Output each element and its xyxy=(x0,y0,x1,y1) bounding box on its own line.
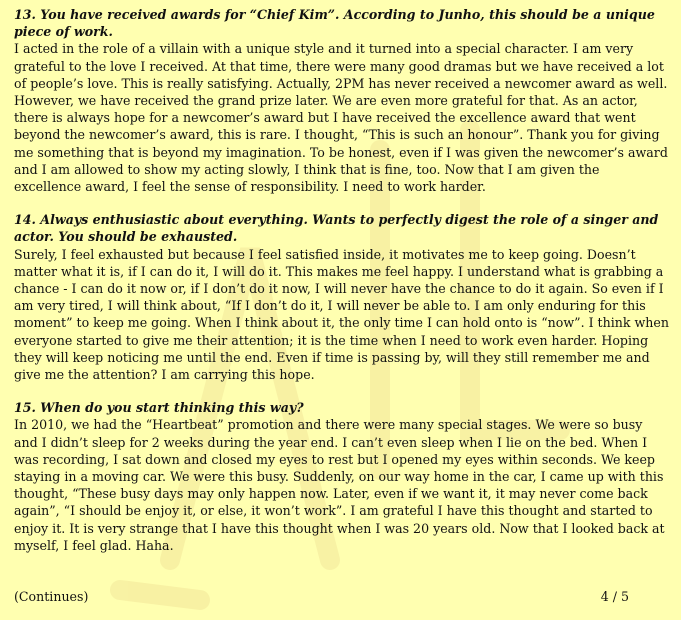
qa-section-15 xyxy=(14,399,669,554)
question-14: 14. Always enthusiastic about everything. Wants to perfectly digest the role of a singer and actor. You should be exhausted. xyxy=(14,212,659,245)
qa-section-14 xyxy=(14,211,669,383)
page-footer xyxy=(14,588,629,605)
qa-section-13 xyxy=(14,6,669,195)
answer-14: Surely, I feel exhausted but because I feel satisfied inside, it motivates me to keep going. Doesn’t matter what it is, if I can do it, I will do it. This makes me feel happy. I understand what is grabbing a chance - I can do it now or, if I don’t do it now, I will never have the chance to do it again. So even if I am very tired, I will think about, “If I don’t do it, I will never be able to. I am only enduring for this moment” to keep me going. When I think about it, the only time I can hold onto is “now”. I think when everyone started to give me their attention; it is the time when I need to work even harder. Hoping they will keep noticing me until the end. Even if time is passing by, will they still remember me and give me the attention? I am carrying this hope. xyxy=(14,246,669,383)
page-number: 4 / 5 xyxy=(600,589,629,604)
answer-15: In 2010, we had the “Heartbeat” promotion and there were many special stages. We were so busy and I didn’t sleep for 2 weeks during the year end. I can’t even sleep when I lie on the bed. When I was recording, I sat down and closed my eyes to rest but I opened my eyes within seconds. We keep staying in a moving car. We were this busy. Suddenly, on our way home in the car, I came up with this thought, “These busy days may only happen now. Later, even if we want it, it may never come back again”, “I should be enjoy it, or else, it won’t work”. I am grateful I have this thought and started to enjoy it. It is very strange that I have this thought when I was 20 years old. Now that I looked back at myself, I feel glad. Haha. xyxy=(14,417,665,553)
continues-label: (Continues) xyxy=(14,589,89,604)
answer-13: I acted in the role of a villain with a unique style and it turned into a special character. I am very grateful to the love I received. At that time, there were many good dramas but we have received a lot of people’s love. This is really satisfying. Actually, 2PM has never received a newcomer award as well. However, we have received the grand prize later. We are even more grateful for that. As an actor, there is always hope for a newcomer’s award but I have received the excellence award that went beyond the newcomer’s award, this is rare. I thought, “This is such an honour”. Thank you for giving me something that is beyond my imagination. To be honest, even if I was given the newcomer’s award and I am allowed to show my acting slowly, I think that is fine, too. Now that I am given the excellence award, I feel the sense of responsibility. I need to work harder. xyxy=(14,41,668,195)
question-15: 15. When do you start thinking this way? xyxy=(14,400,304,416)
question-13: 13. You have received awards for “Chief Kim”. According to Junho, this should be a unique piece of work. xyxy=(14,7,655,40)
